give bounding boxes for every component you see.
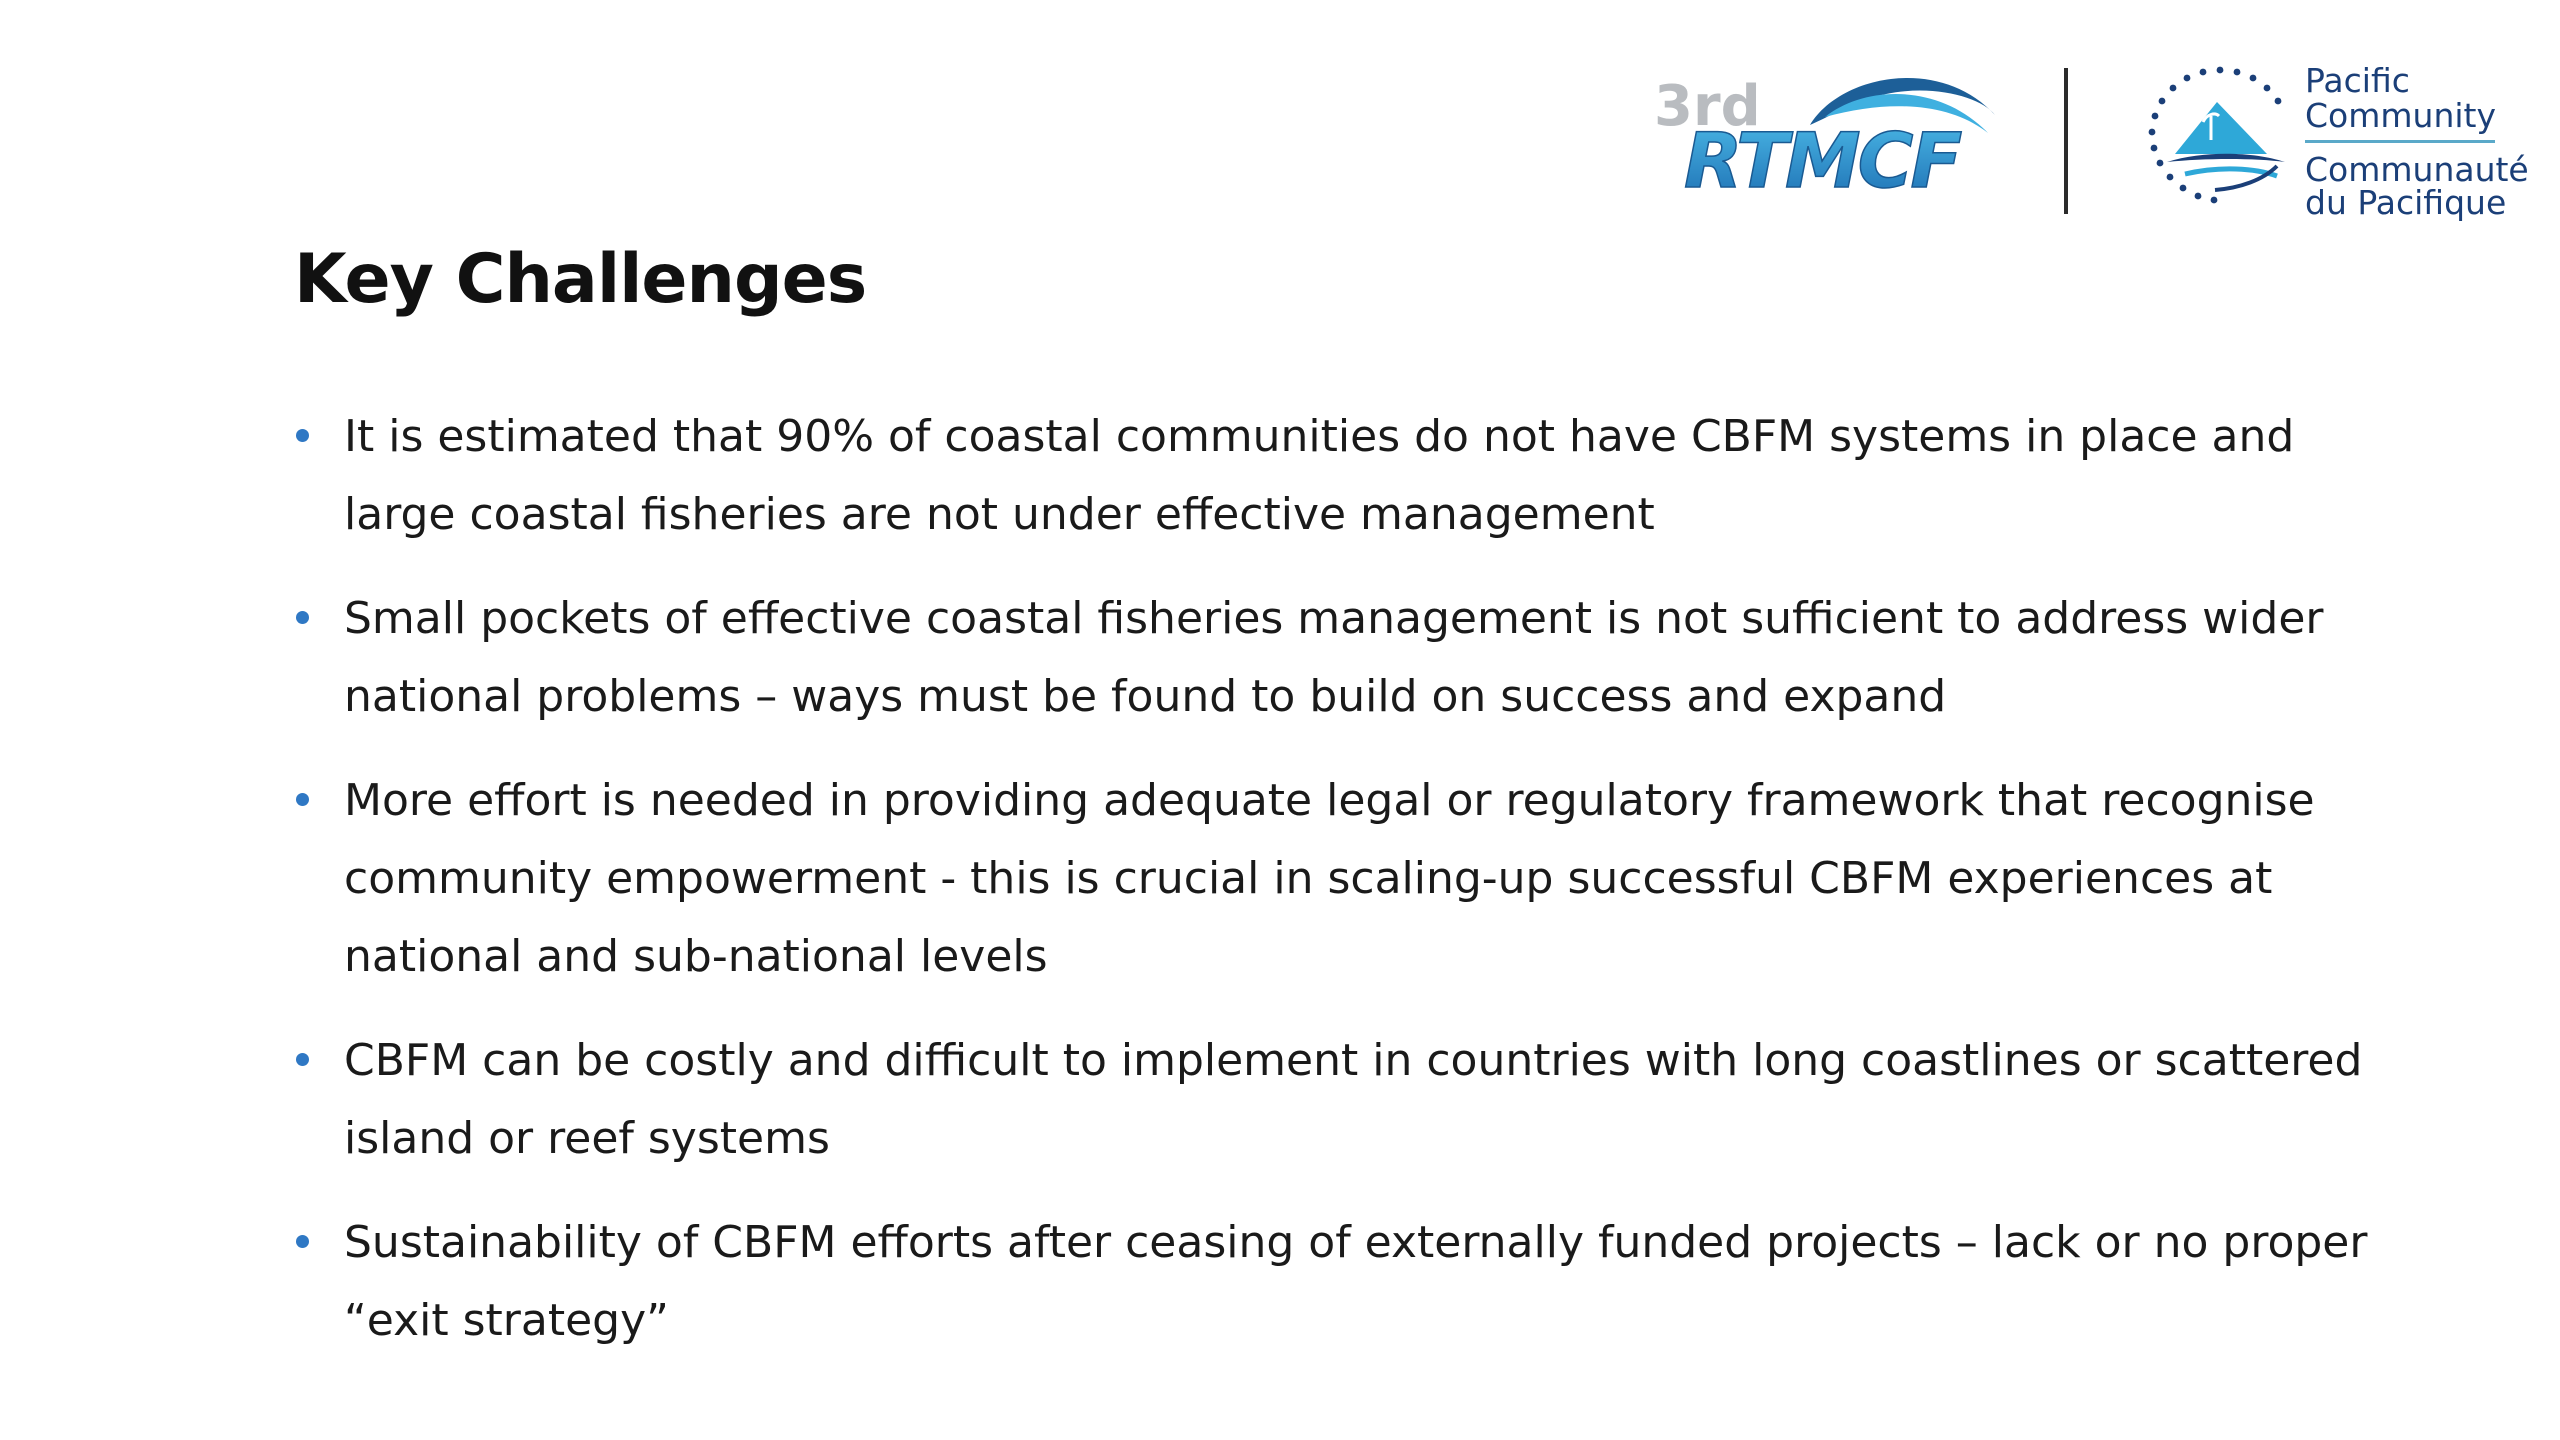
- bullet-item: [294, 1204, 2374, 1360]
- spc-name-en-line1: Pacific: [2305, 61, 2410, 100]
- bullet-text: CBFM can be costly and difficult to implement in countries with long coastlines or scattered island or reef systems: [344, 1035, 2363, 1164]
- bullet-dot: [296, 611, 309, 624]
- bullet-item: [294, 580, 2374, 736]
- bullet-text: More effort is needed in providing adequate legal or regulatory framework that recognise community empowerment - this is crucial in scaling-up successful CBFM experiences at national and sub-national levels: [344, 775, 2315, 982]
- bullet-dot: [296, 1235, 309, 1248]
- spc-emblem-icon: [2145, 62, 2295, 212]
- bullet-list: [294, 398, 2374, 1386]
- pacific-community-logo: [2145, 62, 2545, 222]
- bullet-item: [294, 762, 2374, 996]
- bullet-dot: [296, 793, 309, 806]
- rtmcf-logo: [1650, 55, 2010, 215]
- spc-name-block: [2305, 61, 2529, 222]
- bullet-text: Small pockets of effective coastal fisheries management is not sufficient to address wider national problems – ways must be found to build on success and expand: [344, 593, 2324, 722]
- rtmcf-prefix-text: 3rd: [1654, 74, 1761, 139]
- spc-name-fr-line2: du Pacifique: [2305, 183, 2507, 222]
- bullet-dot: [296, 429, 309, 442]
- spc-name-fr-line1: Communauté: [2305, 150, 2529, 189]
- bullet-text: It is estimated that 90% of coastal communities do not have CBFM systems in place and large coastal fisheries are not under effective management: [344, 411, 2295, 540]
- spc-name-rule: [2305, 140, 2495, 143]
- bullet-dot: [296, 1053, 309, 1066]
- spc-name-en-line2: Community: [2305, 96, 2496, 135]
- bullet-item: [294, 1022, 2374, 1178]
- bullet-text: Sustainability of CBFM efforts after ceasing of externally funded projects – lack or no proper “exit strategy”: [344, 1217, 2368, 1346]
- slide-title: Key Challenges: [294, 240, 867, 319]
- rtmcf-logo-graphic: [1650, 55, 2010, 215]
- rtmcf-name-text: RTMCF: [1684, 116, 1960, 205]
- bullet-item: [294, 398, 2374, 554]
- logo-divider: [2064, 68, 2068, 214]
